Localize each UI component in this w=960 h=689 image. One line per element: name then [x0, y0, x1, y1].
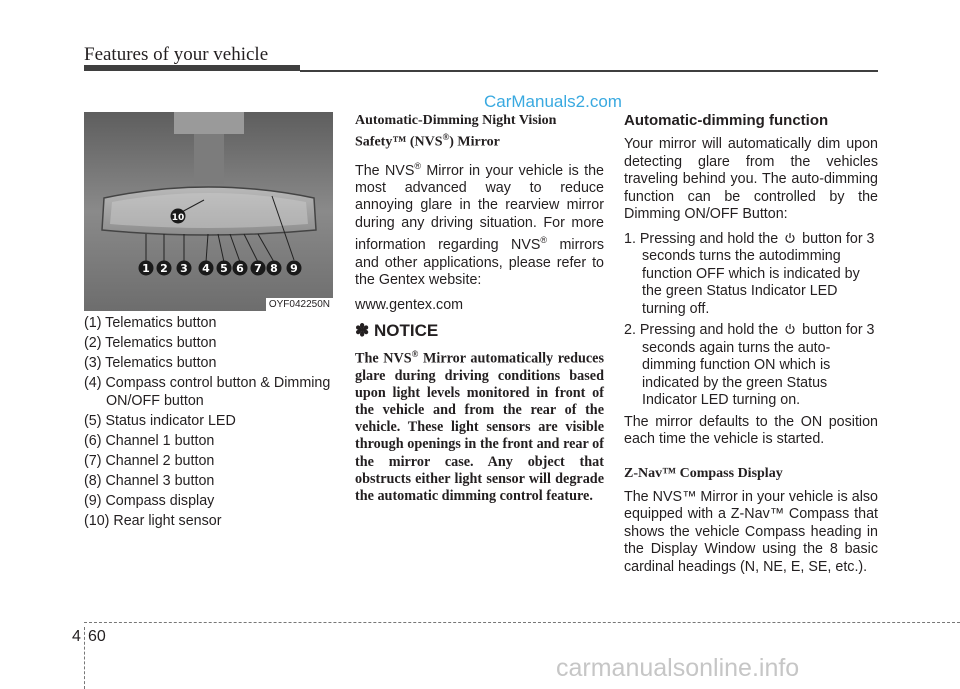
legend-item: (8) Channel 3 button — [84, 473, 215, 490]
step-2 — [624, 322, 878, 410]
registered-mark: ® — [411, 348, 419, 359]
legend-item: (5) Status indicator LED — [84, 412, 236, 429]
callout-10: 10 — [171, 213, 185, 223]
power-icon — [784, 323, 796, 335]
registered-mark: ® — [540, 235, 548, 246]
legend-column — [84, 315, 336, 533]
step-text: 2. Pressing and hold the — [624, 322, 779, 338]
nvs-mirror-column — [355, 112, 604, 505]
compass-heading: Z-Nav™ Compass Display — [624, 465, 783, 481]
nvs-text: mirrors and other applications, please refer to the Gentex website: — [355, 237, 604, 289]
auto-dimming-paragraph: Your mirror will automatically dim upon detecting glare from the vehicles traveling behind you. The auto-dimming function can be controlled by the Dimming ON/OFF Button: — [624, 136, 878, 222]
auto-dimming-column — [624, 112, 878, 583]
footer-rule — [84, 622, 960, 623]
compass-paragraph: The NVS™ Mirror in your vehicle is also equipped with a Z-Nav™ Compass that shows the vehicle Compass heading in the Display Window using the 8 basic cardinal headings (N, NE, E, SE, etc.). — [624, 488, 878, 575]
legend-item: (10) Rear light sensor — [84, 513, 222, 530]
nvs-paragraph — [355, 158, 604, 290]
legend-item: (3) Telematics button — [84, 355, 217, 372]
callout-4: 4 — [202, 262, 210, 275]
step-1 — [624, 231, 878, 319]
header-bar — [84, 65, 300, 71]
watermark-top: CarManuals2.com — [484, 92, 622, 111]
legend-item: (2) Telematics button — [84, 335, 217, 352]
callout-layer — [84, 112, 333, 311]
nvs-text: Mirror in your vehicle is the most advanced way to reduce annoying glare in the rearview mirror during any driving situation. For more information regarding NVS — [355, 162, 604, 254]
legend-item: (7) Channel 2 button — [84, 453, 215, 470]
nvs-heading-text: Automatic-Dimming Night Vision Safety™ (NVS — [355, 113, 557, 150]
registered-mark: ® — [414, 160, 422, 171]
nvs-text: The NVS — [355, 162, 415, 179]
page-number: 60 — [88, 628, 106, 645]
gentex-url: www.gentex.com — [355, 296, 464, 313]
auto-dimming-heading: Automatic-dimming function — [624, 112, 829, 129]
callout-8: 8 — [270, 262, 278, 275]
footer-divider — [84, 627, 85, 689]
notice-icon: ✽ — [355, 321, 370, 341]
step-text: 1. Pressing and hold the — [624, 230, 779, 247]
header-rule — [300, 70, 878, 72]
callout-3: 3 — [180, 262, 188, 275]
notice-heading — [355, 322, 604, 340]
callout-5: 5 — [220, 262, 228, 275]
callout-6: 6 — [236, 262, 244, 275]
power-icon — [784, 232, 796, 244]
figure-code: OYF042250N — [266, 298, 333, 311]
step-text: button for 3 seconds again turns the auto-dimming function ON which is indicated by the green Status Indicator LED turning on. — [642, 322, 875, 408]
nvs-heading-text: ) Mirror — [449, 134, 500, 150]
callout-7: 7 — [254, 262, 262, 275]
callout-2: 2 — [160, 262, 168, 275]
callout-9: 9 — [290, 262, 298, 275]
page-header-title: Features of your vehicle — [84, 44, 269, 65]
notice-text: Mirror automatically reduces glare during driving conditions based upon light levels monitored in front of the vehicle and from the rear of the vehicle. These light sensors are visible through openings in the front and rear of the mirror case. Any object that obstructs either light sensor will degrade the automatic dimming control feature. — [355, 350, 604, 505]
legend-item: (1) Telematics button — [84, 315, 217, 331]
callout-1: 1 — [142, 262, 150, 275]
chapter-number: 4 — [72, 628, 81, 645]
watermark-bottom: carmanualsonline.info — [556, 654, 800, 682]
legend-item: (4) Compass control button & Dimming ON/OFF button — [84, 375, 331, 409]
notice-title: NOTICE — [373, 321, 439, 341]
legend-item: (9) Compass display — [84, 493, 215, 510]
default-on-paragraph: The mirror defaults to the ON position each time the vehicle is started. — [624, 413, 878, 447]
notice-text: The NVS — [355, 350, 412, 367]
nvs-heading — [355, 112, 604, 151]
step-text: button for 3 seconds turns the autodimming function OFF which is indicated by the green Status Indicator LED turning off. — [642, 230, 875, 317]
notice-body — [355, 346, 604, 506]
registered-mark: ® — [442, 132, 450, 142]
mirror-figure — [84, 112, 333, 311]
legend-item: (6) Channel 1 button — [84, 432, 215, 449]
